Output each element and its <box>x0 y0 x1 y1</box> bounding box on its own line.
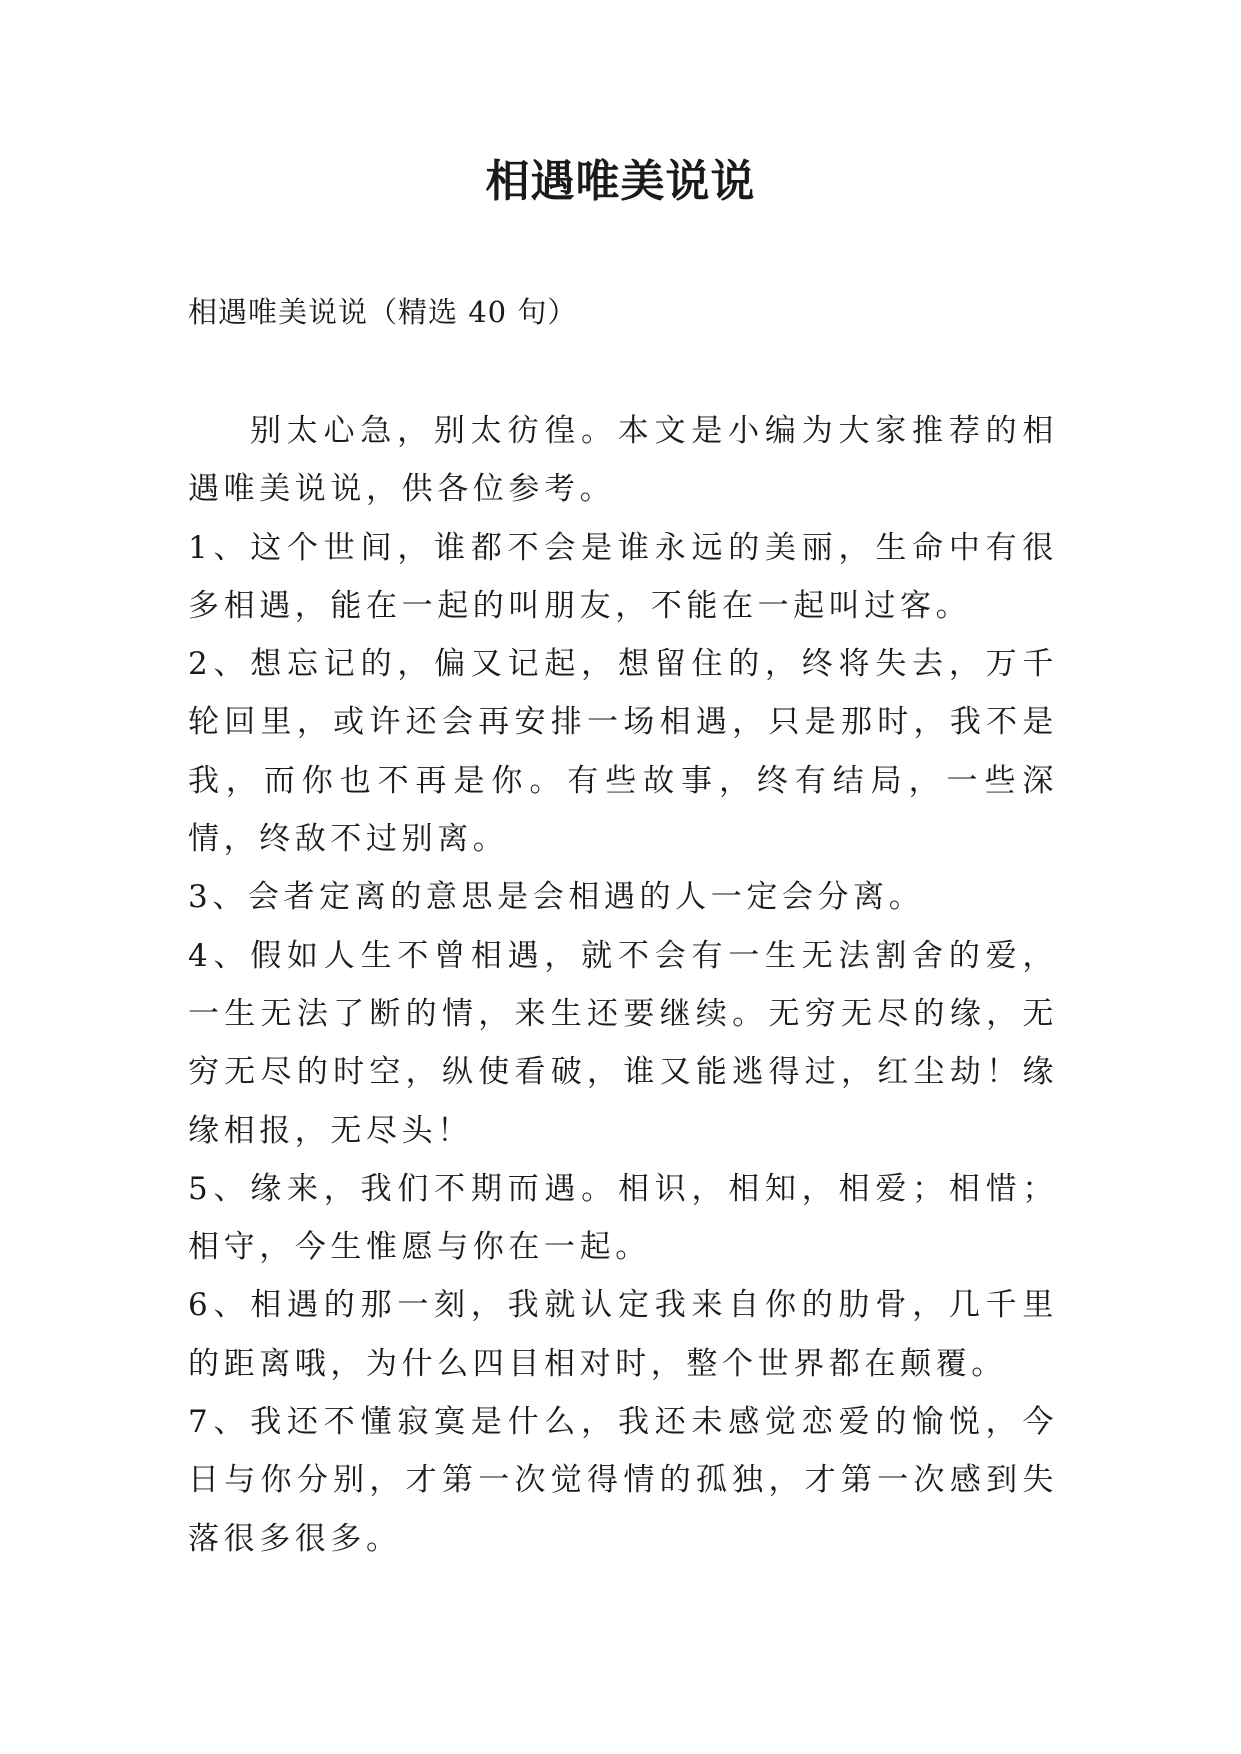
page-title: 相遇唯美说说 <box>485 156 756 207</box>
list-item: 3、会者定离的意思是会相遇的人一定会分离。 <box>188 879 925 916</box>
intro-paragraph: 别太心急，别太彷徨。本文是小编为大家推荐的相遇唯美说说，供各位参考。 <box>188 413 1058 508</box>
list-item: 4、假如人生不曾相遇，就不会有一生无法割舍的爱，一生无法了断的情，来生还要继续。无穷无尽的缘，无穷无尽的时空，纵使看破，谁又能逃得过，红尘劫！缘缘相报，无尽头！ <box>188 937 1058 1149</box>
list-item: 1、这个世间，谁都不会是谁永远的美丽，生命中有很多相遇，能在一起的叫朋友，不能在一起叫过客。 <box>188 529 1058 624</box>
list-item: 7、我还不懂寂寞是什么，我还未感觉恋爱的愉悦，今日与你分别，才第一次觉得情的孤独，才第一次感到失落很多很多。 <box>188 1404 1058 1557</box>
document-body <box>188 402 1058 1568</box>
list-item: 2、想忘记的，偏又记起，想留住的，终将失去，万千轮回里，或许还会再安排一场相遇，只是那时，我不是我，而你也不再是你。有些故事，终有结局，一些深情，终敌不过别离。 <box>188 646 1058 858</box>
document-subtitle: 相遇唯美说说（精选 40 句） <box>188 295 578 329</box>
list-item: 5、缘来，我们不期而遇。相识，相知，相爱；相惜；相守，今生惟愿与你在一起。 <box>188 1170 1058 1266</box>
list-item: 6、相遇的那一刻，我就认定我来自你的肋骨，几千里的距离哦，为什么四目相对时，整个世界都在颠覆。 <box>188 1287 1058 1382</box>
